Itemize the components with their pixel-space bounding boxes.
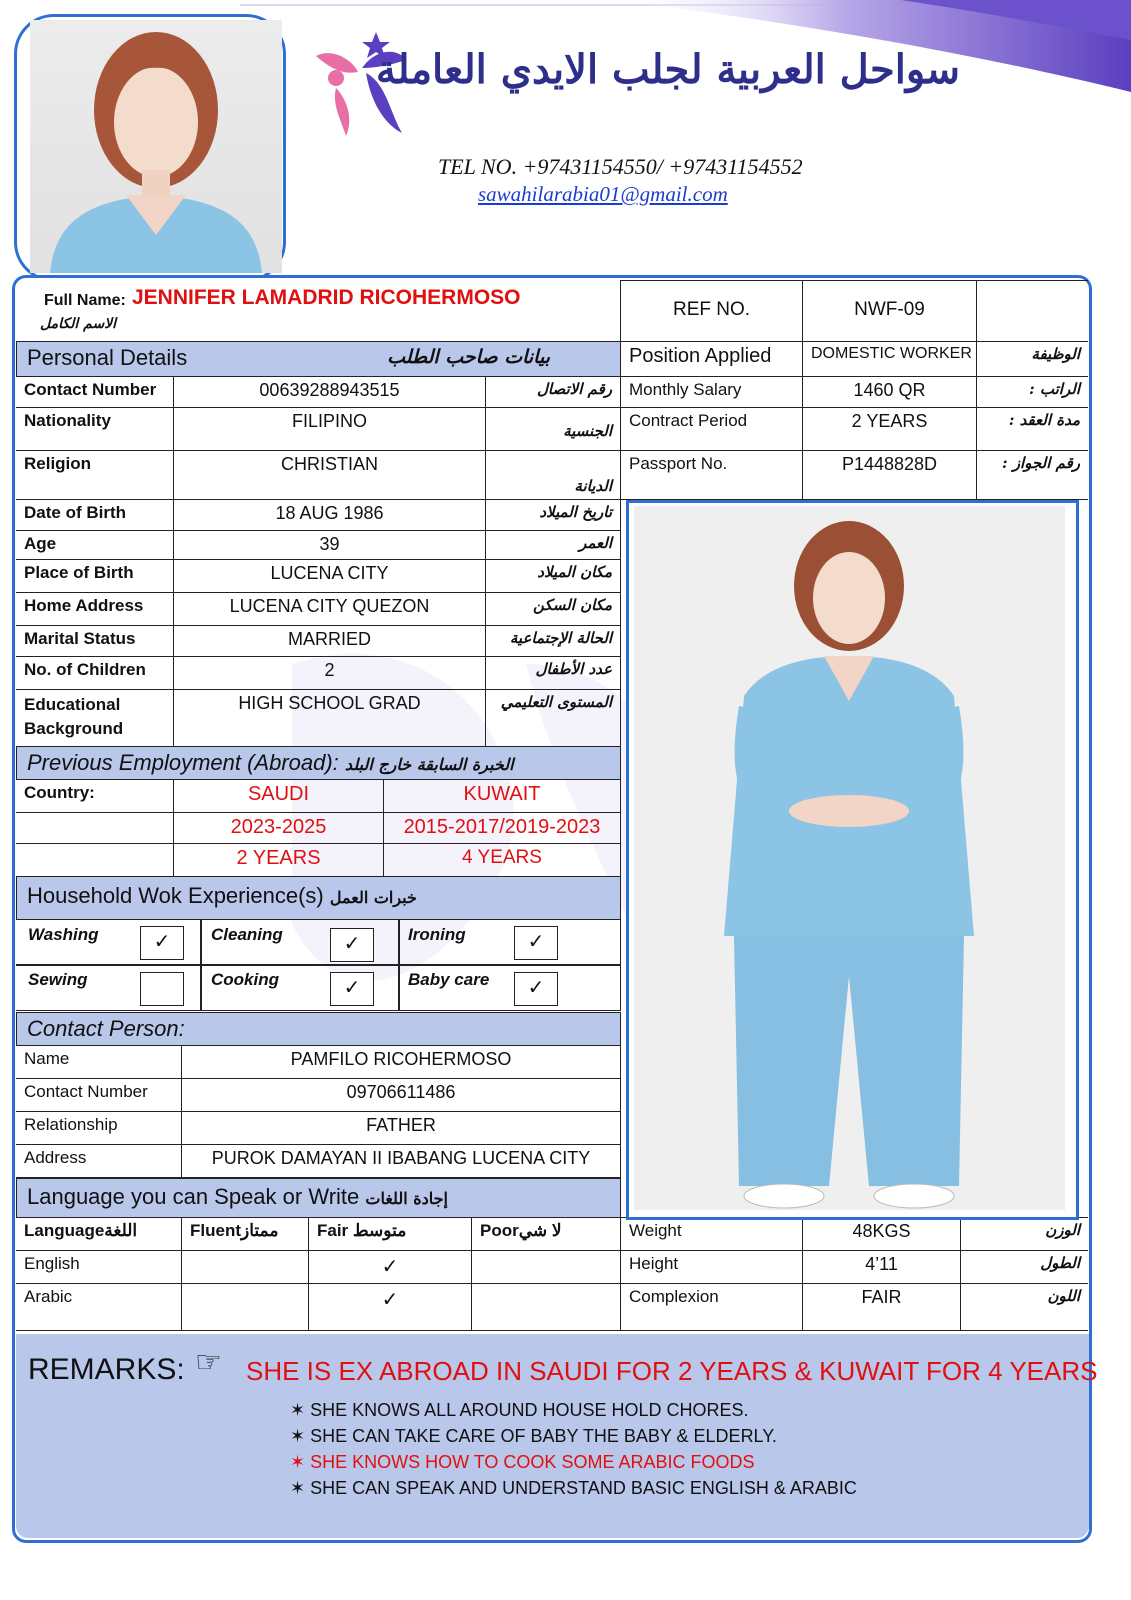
height-value: 4’11 (802, 1250, 961, 1284)
remark-bullet-1: ✶ SHE KNOWS ALL AROUND HOUSE HOLD CHORES. (290, 1400, 749, 1420)
contact-person-address-value: PUROK DAMAYAN II IBABANG LUCENA CITY (181, 1144, 621, 1178)
contact-number-label: Contact Number (16, 376, 174, 408)
religion-label: Religion (16, 450, 174, 500)
skill-cooking-label: Cooking (211, 970, 279, 989)
household-experience-header (16, 876, 621, 920)
nationality-arabic: الجنسية (485, 407, 621, 451)
weight-value: 48KGS (802, 1217, 961, 1251)
full-body-photo (634, 506, 1065, 1210)
home-address-value: LUCENA CITY QUEZON (173, 592, 486, 626)
contact-person-number-value: 09706611486 (181, 1078, 621, 1112)
skill-sewing-checkbox[interactable] (140, 972, 184, 1006)
employment-country-1: SAUDI (173, 779, 384, 813)
previous-employment-title: Previous Employment (Abroad): (27, 750, 339, 775)
language-col-fluent: Fluentممتاز (181, 1217, 309, 1251)
marital-status-arabic: الحالة الإجتماعية (485, 625, 621, 657)
skill-ironing-checkbox[interactable]: ✓ (514, 926, 558, 960)
previous-employment-title-arabic: الخبرة السابقة خارج البلد (344, 755, 514, 774)
place-of-birth-value: LUCENA CITY (173, 559, 486, 593)
country-label: Country: (16, 779, 174, 813)
household-experience-title: Household Wok Experience(s) (27, 883, 324, 908)
skill-washing-checkbox[interactable]: ✓ (140, 926, 184, 960)
skill-cleaning-label: Cleaning (211, 925, 283, 944)
language-row-arabic: Arabic (16, 1283, 182, 1331)
skill-cleaning-checkbox[interactable]: ✓ (330, 928, 374, 962)
employment-country-2: KUWAIT (383, 779, 621, 813)
arabic-poor-cell (471, 1283, 621, 1331)
language-title: Language you can Speak or Write (27, 1184, 360, 1209)
ref-number-value: NWF-09 (802, 280, 977, 342)
remark-bullet-4: ✶ SHE CAN SPEAK AND UNDERSTAND BASIC ENGLISH & ARABIC (290, 1478, 857, 1498)
contact-person-name-value: PAMFILO RICOHERMOSO (181, 1045, 621, 1079)
language-header (16, 1178, 621, 1218)
company-telephone: TEL NO. +97431154550/ +97431154552 (438, 154, 803, 179)
full-name-label-arabic: الاسم الكامل (40, 316, 117, 332)
education-arabic: المستوى التعليمي (485, 689, 621, 747)
place-of-birth-label: Place of Birth (16, 559, 174, 593)
nationality-value: FILIPINO (173, 407, 486, 451)
skill-washing-label: Washing (28, 925, 99, 944)
age-label: Age (16, 530, 174, 560)
contact-person-header: Contact Person: (16, 1012, 621, 1046)
personal-details-title: Personal Details (27, 345, 188, 370)
age-arabic: العمر (485, 530, 621, 560)
english-poor-cell (471, 1250, 621, 1284)
height-arabic: الطول (960, 1250, 1088, 1284)
ref-number-label: REF NO. (620, 280, 803, 342)
height-label: Height (620, 1250, 803, 1284)
contact-person-number-label: Contact Number (16, 1078, 182, 1112)
monthly-salary-arabic: الراتب : (976, 376, 1088, 408)
contact-person-address-label: Address (16, 1144, 182, 1178)
home-address-arabic: مكان السكن (485, 592, 621, 626)
contract-period-value: 2 YEARS (802, 407, 977, 451)
language-col-poor: Poorلا شي (471, 1217, 621, 1251)
monthly-salary-label: Monthly Salary (620, 376, 803, 408)
employment-duration-blank (16, 843, 174, 877)
passport-number-label: Passport No. (620, 450, 803, 500)
education-label-line1: Educational (24, 695, 121, 714)
portrait-photo (30, 20, 282, 273)
nationality-label: Nationality (16, 407, 174, 451)
employment-period-1: 2023-2025 (173, 812, 384, 844)
complexion-label: Complexion (620, 1283, 803, 1331)
previous-employment-header (16, 746, 621, 780)
full-name-label: Full Name: (44, 292, 126, 309)
weight-arabic: الوزن (960, 1217, 1088, 1251)
company-email-link[interactable]: sawahilarabia01@gmail.com (478, 182, 728, 206)
employment-duration-1: 2 YEARS (173, 843, 384, 877)
remarks-main-text: SHE IS EX ABROAD IN SAUDI FOR 2 YEARS & KUWAIT FOR 4 YEARS (246, 1356, 1098, 1386)
complexion-arabic: اللون (960, 1283, 1088, 1331)
passport-number-arabic: رقم الجواز : (976, 450, 1088, 500)
education-label (16, 689, 174, 747)
arabic-fair-cell: ✓ (308, 1283, 472, 1331)
personal-details-header (16, 341, 621, 377)
pointing-hand-icon: ☞ (195, 1346, 222, 1379)
position-applied-label: Position Applied (620, 341, 803, 377)
skill-babycare-label: Baby care (408, 970, 490, 989)
date-of-birth-arabic: تاريخ الميلاد (485, 499, 621, 531)
arabic-fluent-cell (181, 1283, 309, 1331)
home-address-label: Home Address (16, 592, 174, 626)
children-label: No. of Children (16, 656, 174, 690)
marital-status-value: MARRIED (173, 625, 486, 657)
place-of-birth-arabic: مكان الميلاد (485, 559, 621, 593)
date-of-birth-label: Date of Birth (16, 499, 174, 531)
contact-number-arabic: رقم الاتصال (485, 376, 621, 408)
contact-person-relationship-value: FATHER (181, 1111, 621, 1145)
contract-period-label: Contract Period (620, 407, 803, 451)
language-title-arabic: إجادة اللغات (365, 1189, 448, 1208)
skill-ironing-label: Ironing (408, 925, 466, 944)
employment-duration-2: 4 YEARS (383, 843, 621, 877)
full-name-value: JENNIFER LAMADRID RICOHERMOSO (132, 286, 521, 309)
language-col-fair: Fair متوسط (308, 1217, 472, 1251)
remark-bullet-2: ✶ SHE CAN TAKE CARE OF BABY THE BABY & ELDERLY. (290, 1426, 777, 1446)
household-grid-divider (16, 964, 621, 966)
contact-number-value: 00639288943515 (173, 376, 486, 408)
household-grid-col-divider-2 (398, 919, 400, 1011)
language-row-english: English (16, 1250, 182, 1284)
contact-person-relationship-label: Relationship (16, 1111, 182, 1145)
children-arabic: عدد الأطفال (485, 656, 621, 690)
complexion-value: FAIR (802, 1283, 961, 1331)
age-value: 39 (173, 530, 486, 560)
religion-value: CHRISTIAN (173, 450, 486, 500)
passport-number-value: P1448828D (802, 450, 977, 500)
education-value: HIGH SCHOOL GRAD (173, 689, 486, 747)
company-name-arabic: سواحل العربية لجلب الايدي العاملة (375, 46, 960, 93)
religion-arabic: الديانة (485, 450, 621, 500)
household-grid-col-divider-1 (200, 919, 202, 1011)
employment-period-blank (16, 812, 174, 844)
remarks-title: REMARKS: (28, 1353, 185, 1386)
english-fluent-cell (181, 1250, 309, 1284)
skill-cooking-checkbox[interactable]: ✓ (330, 972, 374, 1006)
marital-status-label: Marital Status (16, 625, 174, 657)
position-applied-value: DOMESTIC WORKER (802, 341, 977, 377)
ref-number-blank-cell (976, 280, 1088, 342)
english-fair-cell: ✓ (308, 1250, 472, 1284)
education-label-line2: Background (24, 719, 124, 738)
remark-bullet-3: ✶ SHE KNOWS HOW TO COOK SOME ARABIC FOODS (290, 1452, 755, 1472)
skill-sewing-label: Sewing (28, 970, 88, 989)
weight-label: Weight (620, 1217, 803, 1251)
language-col-language: Languageاللغة (16, 1217, 182, 1251)
personal-details-title-arabic: بيانات صاحب الطلب (387, 346, 550, 368)
monthly-salary-value: 1460 QR (802, 376, 977, 408)
children-value: 2 (173, 656, 486, 690)
contract-period-arabic: مدة العقد : (976, 407, 1088, 451)
household-experience-title-arabic: خبرات العمل (329, 888, 417, 907)
position-applied-arabic: الوظيفة (976, 341, 1088, 377)
skill-babycare-checkbox[interactable]: ✓ (514, 972, 558, 1006)
employment-period-2: 2015-2017/2019-2023 (383, 812, 621, 844)
contact-person-name-label: Name (16, 1045, 182, 1079)
date-of-birth-value: 18 AUG 1986 (173, 499, 486, 531)
